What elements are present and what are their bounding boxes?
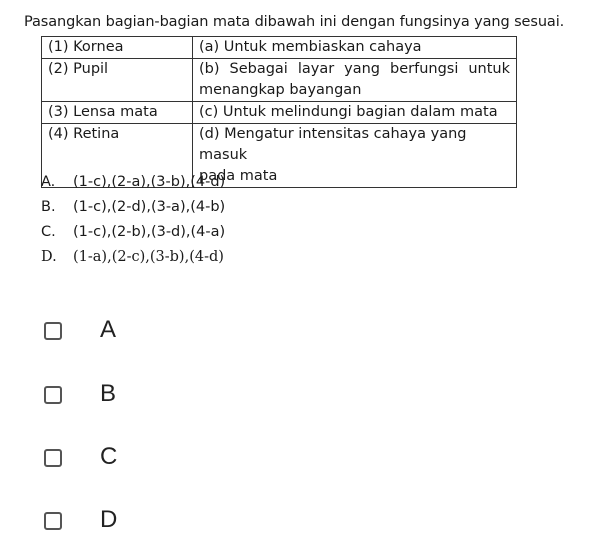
function-cell (193, 102, 517, 124)
function-cell (193, 37, 517, 59)
answer-option-b (41, 197, 225, 222)
checkbox-b[interactable] (44, 386, 62, 404)
answer-option-a (41, 172, 225, 197)
function-text-continued: pada mata (199, 168, 278, 184)
choice-label-a: A (100, 316, 117, 343)
checkbox-a[interactable] (44, 322, 62, 340)
answer-option-c (41, 222, 225, 247)
choice-label-c: C (100, 443, 118, 470)
matching-table (41, 36, 517, 188)
answer-options-list (41, 172, 225, 272)
function-cell (193, 124, 517, 188)
table-row (42, 59, 517, 102)
eye-part-cell: (1) Kornea (42, 37, 193, 59)
function-cell (193, 59, 517, 102)
function-text: (c) Untuk melindungi bagian dalam mata (199, 104, 498, 120)
option-text: (1-c),(2-d),(3-a),(4-b) (73, 199, 226, 215)
option-text: (1-c),(2-b),(3-d),(4-a) (73, 224, 226, 240)
eye-part-cell: (2) Pupil (42, 59, 193, 102)
option-letter: A. (41, 174, 56, 190)
checkbox-d[interactable] (44, 512, 62, 530)
option-letter: D. (41, 249, 57, 265)
question-text: Pasangkan bagian-bagian mata dibawah ini dengan fungsinya yang sesuai. (24, 14, 565, 30)
table-row (42, 37, 517, 59)
option-letter: C. (41, 224, 56, 240)
function-text-continued: menangkap bayangan (199, 82, 362, 98)
table-row (42, 102, 517, 124)
option-letter: B. (41, 199, 56, 215)
option-text: (1-c),(2-a),(3-b),(4-d) (73, 174, 226, 190)
function-text: (b) Sebagai layar yang berfungsi untuk (199, 61, 510, 77)
eye-part-cell: (4) Retina (42, 124, 193, 188)
choice-label-b: B (100, 380, 117, 407)
function-text: (d) Mengatur intensitas cahaya yang masuk (199, 126, 467, 163)
answer-option-d (41, 247, 225, 272)
option-text: (1-a),(2-c),(3-b),(4-d) (73, 249, 224, 265)
checkbox-c[interactable] (44, 449, 62, 467)
eye-part-cell: (3) Lensa mata (42, 102, 193, 124)
function-text: (a) Untuk membiaskan cahaya (199, 39, 422, 55)
choice-label-d: D (100, 506, 118, 533)
